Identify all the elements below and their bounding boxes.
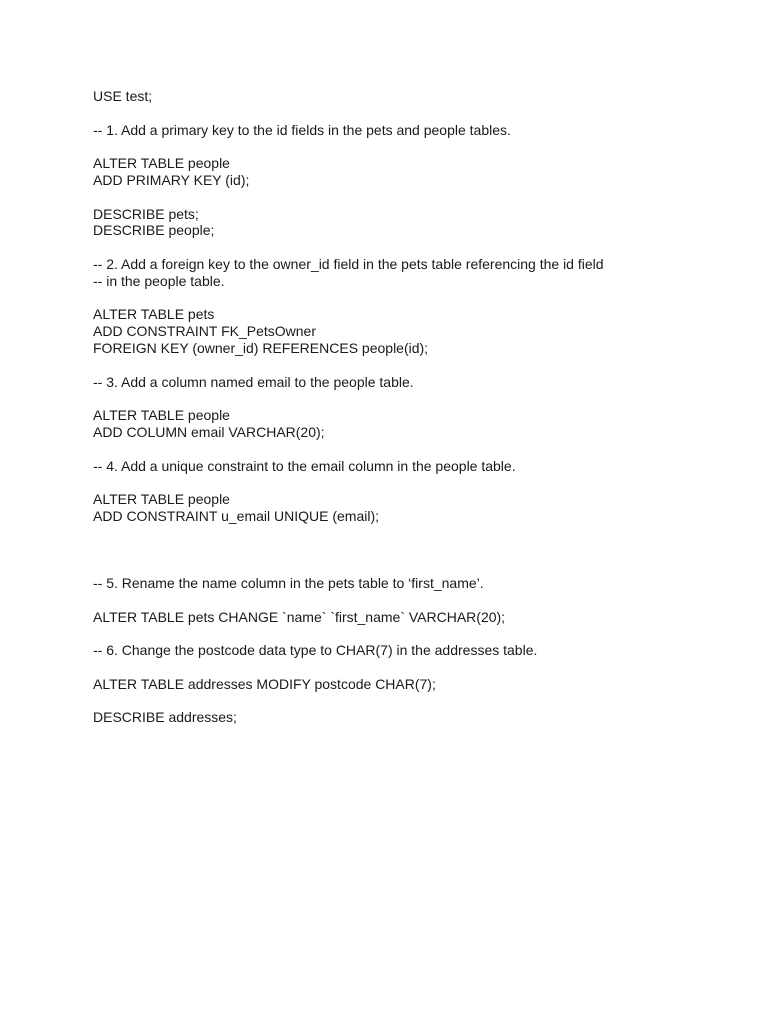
blank-line [93, 558, 753, 575]
comment-line: -- 2. Add a foreign key to the owner_id field in the pets table referencing the id field [93, 255, 604, 272]
blank-line [93, 659, 753, 676]
blank-line [93, 542, 753, 559]
code-line: ADD PRIMARY KEY (id); [93, 171, 250, 188]
code-line: ALTER TABLE addresses MODIFY postcode CHAR(7); [93, 675, 436, 692]
blank-line [93, 390, 753, 407]
code-line: ADD CONSTRAINT FK_PetsOwner [93, 323, 317, 340]
sql-script-body [93, 88, 753, 726]
blank-line [93, 626, 753, 643]
blank-line [93, 105, 753, 122]
code-line: ALTER TABLE people [93, 407, 230, 424]
comment-line: -- 1. Add a primary key to the id fields in the pets and people tables. [93, 121, 511, 138]
blank-line [93, 357, 753, 374]
comment-line: -- 5. Rename the name column in the pets table to ‘first_name’. [93, 575, 484, 592]
code-line: ALTER TABLE pets CHANGE `name` `first_name` VARCHAR(20); [93, 608, 506, 625]
code-line: DESCRIBE addresses; [93, 709, 237, 726]
code-line: FOREIGN KEY (owner_id) REFERENCES people(id); [93, 339, 429, 356]
code-line: ALTER TABLE pets [93, 306, 215, 323]
code-line: ALTER TABLE people [93, 155, 230, 172]
comment-line: -- in the people table. [93, 272, 225, 289]
blank-line [93, 290, 753, 307]
blank-line [93, 693, 753, 710]
code-line: ADD COLUMN email VARCHAR(20); [93, 423, 325, 440]
blank-line [93, 474, 753, 491]
code-line: ADD CONSTRAINT u_email UNIQUE (email); [93, 507, 380, 524]
code-line: USE test; [93, 88, 153, 104]
code-line: ALTER TABLE people [93, 491, 230, 508]
code-line: DESCRIBE people; [93, 222, 215, 239]
comment-line: -- 6. Change the postcode data type to CHAR(7) in the addresses table. [93, 642, 538, 659]
comment-line: -- 4. Add a unique constraint to the email column in the people table. [93, 457, 516, 474]
blank-line [93, 592, 753, 609]
blank-line [93, 441, 753, 458]
comment-line: -- 3. Add a column named email to the people table. [93, 373, 414, 390]
blank-line [93, 189, 753, 206]
blank-line [93, 239, 753, 256]
blank-line [93, 138, 753, 155]
blank-line [93, 525, 753, 542]
code-line: DESCRIBE pets; [93, 205, 199, 222]
